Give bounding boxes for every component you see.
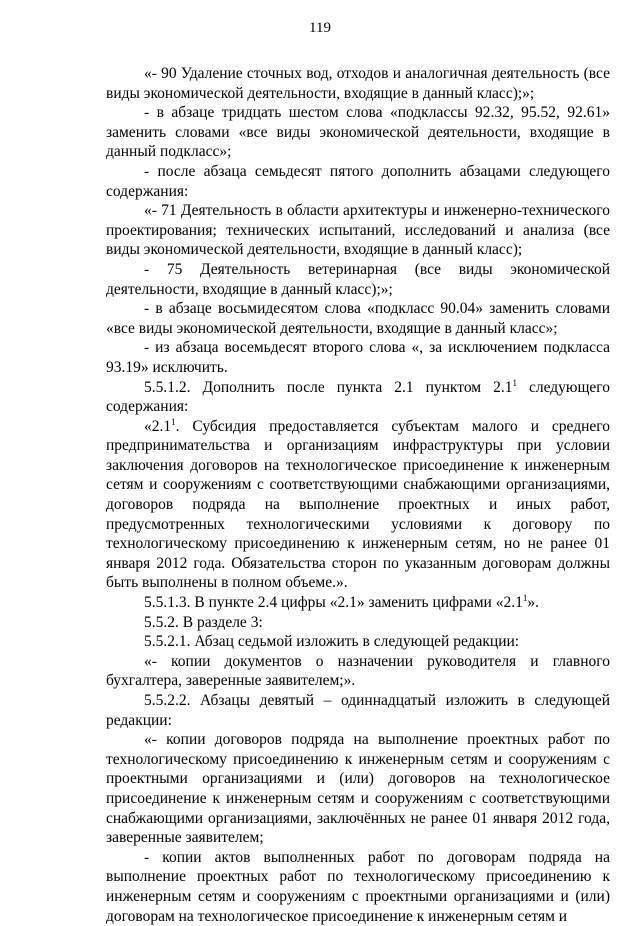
paragraph: - 75 Деятельность ветеринарная (все виды экономической деятельности, входящие в данный класс);»; [106,260,610,298]
paragraph: «$2.1^1$. Субсидия предоставляется субъектам малого и среднего предпринимательства и организациям инфраструктуры при условии заключения договоров на технологическое присоединение к инженерным сетям и сооружениям с соответствующими снабжающими организациями, договоров подряда на выполнение проектных и иных работ, предусмотренных технологическими условиями к договору по технологическому присоединению к инженерным сетям, но не ранее 01 января 2012 года. Обязательства сторон по указанным договорам должны быть выполнены в полном объеме.». [106,416,610,592]
paragraph: 5.5.2. В разделе 3: [144,613,263,631]
paragraph: 5.5.2.2. Абзацы девятый – одиннадцатый изложить в следующей редакции: [106,692,610,729]
paragraph: 5.5.1.2. Дополнить после пункта 2.1 пунктом $2.1^1$ следующего содержания: [106,377,611,416]
paragraph: - в абзаце тридцать шестом слова «подклассы 92.32, 95.52, 92.61» заменить словами «все виды экономической деятельности, входящие в данный подкласс»; [106,104,610,161]
paragraph: - из абзаца восемьдесят второго слова «, за исключением подкласса 93.19» исключить. [106,339,610,376]
paragraph: - в абзаце восьмидесятом слова «подкласс 90.04» заменить словами «все виды экономической деятельности, входящие в данный класс»; [106,300,610,337]
paragraph: «- копии договоров подряда на выполнение проектных работ по технологическому присоединению к инженерным сетям и сооружениям с проектными организациями и (или) договоров на технологическое присоединение к инженерным сетям и сооружениям с соответствующими снабжающими организациями, заключённых не ранее 01 января 2012 года, заверенные заявителем; [106,731,610,847]
document-body [106,64,610,926]
paragraph: 5.5.1.3. В пункте 2.4 цифры «2.1» заменить цифрами «$2.1^1$». [144,593,539,612]
page-number: 119 [309,20,331,36]
paragraph: 5.5.2.1. Абзац седьмой изложить в следующей редакции: [144,633,520,651]
paragraph: «- копии документов о назначении руководителя и главного бухгалтера, заверенные заявителем;». [106,652,610,690]
paragraph: - после абзаца семьдесят пятого дополнить абзацами следующего содержания: [106,162,610,200]
paragraph: «- 90 Удаление сточных вод, отходов и аналогичная деятельность (все виды экономической деятельности, входящие в данный класс);»; [106,65,610,102]
superscript: 1 [171,416,176,427]
superscript: 1 [522,593,528,604]
paragraph: «- 71 Деятельность в области архитектуры и инженерно-технического проектирования; технических испытаний, исследований и анализа (все виды экономической деятельности, входящие в данный класс); [106,202,610,259]
superscript: 1 [512,377,517,388]
paragraph: - копии актов выполненных работ по договорам подряда на выполнение проектных работ по технологическому присоединению к инженерным сетям и сооружениям с проектными организациями и (или) договорам на технологическое присоединение к инженерным сетям и [106,848,610,925]
